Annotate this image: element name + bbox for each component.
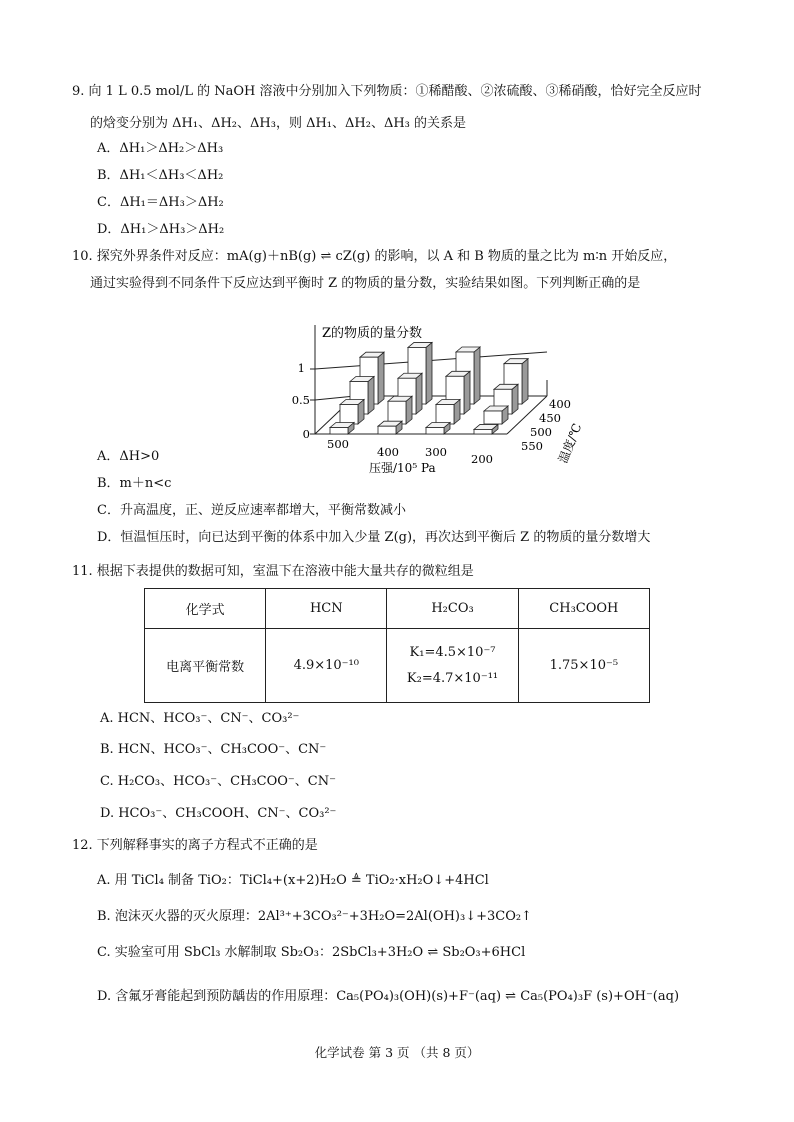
q9-option-b: B．ΔH₁＜ΔH₃＜ΔH₂: [97, 168, 224, 183]
bar-2-0: [340, 400, 364, 425]
pressure-tick-500: 500: [327, 437, 349, 451]
cell-h2co3-k1: K₁=4.5×10⁻⁷: [409, 644, 496, 660]
q10-option-b: B．m＋n<c: [97, 476, 172, 491]
cell-h2co3: [387, 629, 518, 703]
q12-option-d: D. 含氟牙膏能起到预防龋齿的作用原理：Ca₅(PO₄)₃(OH)(s)+F⁻(aq) ⇌ Ca₅(PO₄)₃F (s)+OH⁻(aq): [97, 989, 680, 1004]
q9-option-c: C．ΔH₁＝ΔH₃＞ΔH₂: [97, 195, 224, 210]
q11-stem: 11. 根据下表提供的数据可知，室温下在溶液中能大量共存的微粒组是: [72, 564, 474, 579]
q11-option-a: A. HCN、HCO₃⁻、CN⁻、CO₃²⁻: [100, 711, 300, 726]
header-formula: 化学式: [145, 589, 266, 629]
header-h2co3: H₂CO₃: [387, 589, 518, 629]
q10-stem-line1: 10. 探究外界条件对反应：mA(g)＋nB(g) ⇌ cZ(g) 的影响，以 A 和 B 物质的量之比为 m∶n 开始反应，: [72, 249, 677, 264]
header-hcn: HCN: [266, 589, 387, 629]
cell-h2co3-k2: K₂=4.7×10⁻¹¹: [406, 670, 499, 686]
q10-option-a: A．ΔH>0: [97, 449, 160, 464]
pressure-tick-400: 400: [377, 445, 399, 459]
z-tick-1: 1: [297, 361, 305, 375]
q10-option-c: C．升高温度，正、逆反应速率都增大，平衡常数减小: [97, 503, 406, 518]
chart-title: Z的物质的量分数: [322, 326, 423, 341]
bar-3-0: [330, 423, 354, 435]
temp-tick-550: 550: [521, 439, 543, 453]
bar-3-2: [426, 423, 450, 435]
q11-option-b: B. HCN、HCO₃⁻、CH₃COO⁻、CN⁻: [100, 742, 327, 757]
bar-2-3: [484, 406, 508, 424]
q9-option-d: D．ΔH₁＞ΔH₃＞ΔH₂: [97, 222, 225, 237]
q9-stem-line2: 的焓变分别为 ΔH₁、ΔH₂、ΔH₃，则 ΔH₁、ΔH₂、ΔH₃ 的关系是: [90, 116, 467, 131]
z-fraction-3d-chart: [285, 312, 595, 477]
z-tick-0: 0: [302, 427, 310, 441]
bar-2-1: [388, 396, 412, 424]
q12-option-c: C. 实验室可用 SbCl₃ 水解制取 Sb₂O₃：2SbCl₃+3H₂O ⇌ Sb₂O₃+6HCl: [97, 945, 526, 960]
table-row: [145, 629, 650, 703]
q12-option-b: B. 泡沫灭火器的灭火原理：2Al³⁺+3CO₃²⁻+3H₂O=2Al(OH)₃↓+3CO₂↑: [97, 909, 532, 924]
bar-2-2: [436, 400, 460, 425]
q12-option-a: A. 用 TiCl₄ 制备 TiO₂：TiCl₄+(x+2)H₂O ≜ TiO₂·xH₂O↓+4HCl: [97, 873, 489, 888]
bar-3-3: [474, 424, 498, 434]
page-footer: 化学试卷 第 3 页 （共 8 页）: [314, 1045, 480, 1060]
cell-hcn: 4.9×10⁻¹⁰: [266, 629, 387, 703]
bar-3-1: [378, 421, 402, 434]
cell-ch3cooh: 1.75×10⁻⁵: [518, 629, 649, 703]
row-label: 电离平衡常数: [145, 629, 266, 703]
pressure-tick-300: 300: [425, 445, 447, 459]
z-tick-0-5: 0.5: [291, 393, 310, 407]
temperature-axis-label: 温度/℃: [555, 421, 585, 466]
ionization-constant-table: [144, 588, 650, 703]
table-header-row: [145, 589, 650, 629]
q9-stem-line1: 9. 向 1 L 0.5 mol/L 的 NaOH 溶液中分别加入下列物质：①稀醋酸、②浓硫酸、③稀硝酸，恰好完全反应时: [72, 84, 702, 99]
pressure-axis-label: 压强/10⁵ Pa: [369, 461, 436, 475]
q11-option-d: D. HCO₃⁻、CH₃COOH、CN⁻、CO₃²⁻: [100, 806, 337, 821]
q10-stem-line2: 通过实验得到不同条件下反应达到平衡时 Z 的物质的量分数，实验结果如图。下列判断正确的是: [90, 276, 641, 291]
header-ch3cooh: CH₃COOH: [518, 589, 649, 629]
q9-option-a: A．ΔH₁＞ΔH₂＞ΔH₃: [97, 141, 224, 156]
temp-tick-500: 500: [530, 425, 552, 439]
q12-stem: 12. 下列解释事实的离子方程式不正确的是: [72, 838, 318, 853]
chart-bars: [330, 342, 528, 434]
pressure-tick-200: 200: [471, 452, 493, 466]
q11-option-c: C. H₂CO₃、HCO₃⁻、CH₃COO⁻、CN⁻: [100, 774, 336, 789]
temp-tick-400: 400: [549, 397, 571, 411]
q10-option-d: D．恒温恒压时，向已达到平衡的体系中加入少量 Z(g)，再次达到平衡后 Z 的物质的量分数增大: [97, 530, 651, 545]
temp-tick-450: 450: [539, 411, 561, 425]
